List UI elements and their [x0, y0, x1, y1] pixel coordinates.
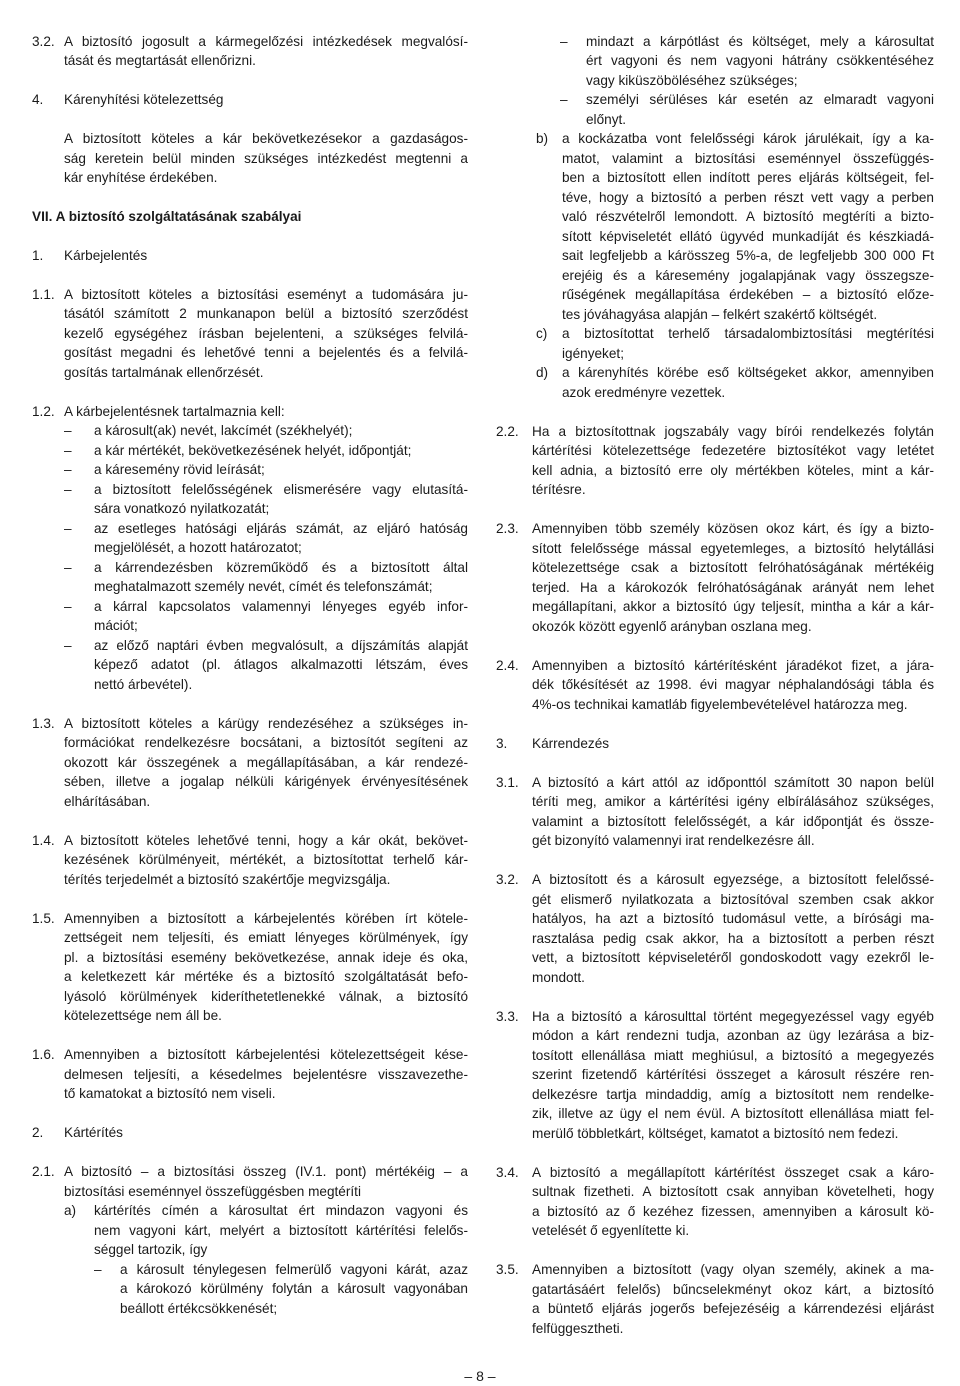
text-line: nettó árbevétel).	[94, 677, 193, 692]
section-number: 2.	[32, 1125, 44, 1140]
text-line: matot, valamint a biztosítási eseménnyel összefüggés-	[562, 151, 934, 166]
text-line: a keletkezett kár mértéke és a biztosító szolgáltatását befo-	[64, 969, 468, 984]
text-line: a károkozó körülmény folytán a károsult vagyonában	[120, 1281, 468, 1296]
chapter-heading: VII. A biztosító szolgáltatásának szabályai	[32, 209, 302, 224]
text-line: A biztosított köteles a kárügy rendezéséhez a szükséges in-	[64, 716, 468, 731]
text-line: térítésre.	[532, 482, 586, 497]
section-number: 1.1.	[32, 287, 55, 302]
text-line: mindazt a kárpótlást és költséget, mely a károsultat	[586, 34, 934, 49]
list-dash: –	[64, 560, 72, 575]
text-line: gosítás tartalmának ellenőrzését.	[64, 365, 264, 380]
text-line: az esetleges hatósági eljárás számát, az eljáró hatóság	[94, 521, 468, 536]
text-line: kezésének körülményeit, mértékét, a biztosítottat terhelő kár-	[64, 852, 468, 867]
text-line: Ha a biztosítottnak jogszabály vagy bírói rendelkezés folytán	[532, 424, 934, 439]
text-line: azok eredményre vezettek.	[562, 385, 726, 400]
text-line: A biztosító jogosult a kármegelőzési intézkedések megvalósí-	[64, 34, 468, 49]
text-line: előnyt.	[586, 112, 627, 127]
section-number: 3.4.	[496, 1165, 519, 1180]
text-line: ben a biztosított ellen indított peres eljárás költségeit, fel-	[562, 170, 934, 185]
text-line: szerint fizetendő kártérítési összeget a károsult részére ren-	[532, 1067, 934, 1082]
list-dash: –	[560, 92, 568, 107]
text-line: személyi sérüléses kár esetén az elmaradt vagyoni	[586, 92, 934, 107]
text-line: kártérítés címén a károsultat ért mindazon vagyoni és	[94, 1203, 468, 1218]
text-line: vett, a biztosított képviseletéről gondoskodott vagy ezekről le-	[532, 950, 934, 965]
text-line: rasztalása pedig csak akkor, ha a biztosított a perben részt	[532, 931, 934, 946]
section-number: 3.2.	[496, 872, 519, 887]
text-line: módon a kárt rendezni tudja, azonban az ügy lezárása a biz-	[532, 1028, 934, 1043]
page-number: – 8 –	[464, 1368, 496, 1384]
text-line: tásától számított 2 munkanapon belül a biztosító szerződést	[64, 306, 468, 321]
text-line: Kárrendezés	[532, 736, 610, 751]
text-line: ság keretein belül minden szükséges intézkedést megtenni a	[64, 151, 468, 166]
text-line: A biztosító a kárt attól az időponttól számított 30 napon belül	[532, 775, 934, 790]
list-dash: –	[64, 482, 72, 497]
list-dash: –	[64, 521, 72, 536]
text-line: igényeket;	[562, 346, 624, 361]
text-line: a károsult ténylegesen felmerülő vagyoni kárát, azaz	[120, 1262, 468, 1277]
text-line: vetelését ő egyenlítette ki.	[532, 1223, 690, 1238]
text-line: a kockázatba vont felelősségi károk járulékait, így a ka-	[562, 131, 934, 146]
text-line: téríti meg, amikor a kártérítési igény elbírálásához szükséges,	[532, 794, 934, 809]
text-line: a kárenyhítés körébe eső költségeket akkor, amennyiben	[562, 365, 934, 380]
text-line: pl. a biztosítási esemény bekövetkezése, annak ideje és oka,	[64, 950, 468, 965]
text-line: tását és megtartását ellenőrizni.	[64, 53, 256, 68]
text-line: séggel tartozik, így	[94, 1242, 208, 1257]
text-line: tő kamatokat a biztosító nem viseli.	[64, 1086, 276, 1101]
text-line: A kárbejelentésnek tartalmaznia kell:	[64, 404, 285, 419]
text-line: gatartásáért felelős) bűncselekményt okoz kárt, a biztosító	[532, 1282, 934, 1297]
text-line: valamint a biztosított felelősségét, a kár időpontját és össze-	[532, 814, 934, 829]
list-dash: –	[560, 34, 568, 49]
text-line: kötelezettsége nem áll be.	[64, 1008, 222, 1023]
text-line: gosítást megadni és lehetővé tenni a bejelentés és a felvilá-	[64, 345, 468, 360]
section-number: 2.1.	[32, 1164, 55, 1179]
text-line: terjed. Ha a károkozók felróhatóságának arányát nem lehet	[532, 580, 934, 595]
text-line: Amennyiben a biztosított (vagy olyan személy, akinek a ma-	[532, 1262, 934, 1277]
text-line: kár enyhítése érdekében.	[64, 170, 218, 185]
section-number: 4.	[32, 92, 44, 107]
text-line: az előző naptári évben megvalósult, a díjszámítás alapját	[94, 638, 468, 653]
text-line: sított képviseletét ellátó ügyvéd munkadíját és készkiadá-	[562, 229, 934, 244]
text-line: mondott.	[532, 970, 585, 985]
text-line: kötelezettsége csak a biztosított felróhatóságának mértékéig	[532, 560, 934, 575]
text-line: formációkat rendelkezésre bocsátani, a biztosítót segíteni az	[64, 735, 468, 750]
text-line: Ha a biztosító a károsulttal történt megegyezéssel vagy egyéb	[532, 1009, 934, 1024]
text-line: Amennyiben a biztosított kárbejelentési kötelezettségeit kése-	[64, 1047, 468, 1062]
text-line: lyásoló körülmények kideríthetetlenekké válnak, a biztosító	[64, 989, 468, 1004]
text-line: mációt;	[94, 618, 138, 633]
text-line: való részvételről lemondott. A biztosító megtéríti a bizto-	[562, 209, 934, 224]
section-number: 3.	[496, 736, 508, 751]
list-dash: –	[64, 443, 72, 458]
text-line: 4%-os technikai kamatláb figyelembevételével határozza meg.	[532, 697, 908, 712]
section-number: 3.1.	[496, 775, 519, 790]
text-line: gét bizonyító valamennyi irat rendelkezésre áll.	[532, 833, 815, 848]
list-dash: –	[64, 423, 72, 438]
section-number: 2.2.	[496, 424, 519, 439]
text-line: Kárbejelentés	[64, 248, 148, 263]
text-line: A biztosított köteles a biztosítási eseményt a tudomására ju-	[64, 287, 468, 302]
text-line: dék tőkésítését az 1998. évi magyar néphalandósági tábla és	[532, 677, 934, 692]
text-line: A biztosított köteles lehetővé tenni, hogy a kár okát, bekövet-	[64, 833, 468, 848]
text-line: delmesen teljesíti, a késedelmes bejelentésre visszavezethe-	[64, 1067, 468, 1082]
section-number: 1.2.	[32, 404, 55, 419]
text-line: a károsult(ak) nevét, lakcímét (székhelyét);	[94, 423, 353, 438]
text-line: biztosítási eseménnyel összefüggésben megtéríti	[64, 1184, 361, 1199]
text-line: sára vonatkozó nyilatkozatát;	[94, 501, 270, 516]
text-line: sultnak fizetheti. A biztosított csak annyiban követelheti, hogy	[532, 1184, 934, 1199]
list-dash: –	[94, 1262, 102, 1277]
text-line: kártérítési kötelezettsége fedezetére biztosítékot vagy letétet	[532, 443, 934, 458]
section-number: 1.3.	[32, 716, 55, 731]
text-line: tes jóváhagyása alapján – felkért szakértő költségét.	[562, 307, 878, 322]
text-line: a biztosított felelősségének elismerésére vagy elutasítá-	[94, 482, 468, 497]
text-line: a büntető eljárás jogerős befejezéséig a kárrendezési eljárást	[532, 1301, 934, 1316]
text-line: sében, illetve a jogalap nélküli kárigények érvényesítésének	[64, 774, 468, 789]
text-line: A biztosító – a biztosítási összeg (IV.1. pont) mértékéig – a	[64, 1164, 468, 1179]
list-dash: –	[64, 599, 72, 614]
text-line: a káresemény rövid leírását;	[94, 462, 265, 477]
text-line: hatályos, ha azt a biztosító tudomásul vette, a bírósági ma-	[532, 911, 934, 926]
text-line: merülő többletkárt, költséget, kamatot a biztosító nem fedezi.	[532, 1126, 899, 1141]
text-line: delkezésre tartja mindaddig, amíg a biztosított nem rendelke-	[532, 1087, 934, 1102]
text-line: képező adatot (pl. átlagos alkalmazotti létszám, éves	[94, 657, 468, 672]
text-line: Amennyiben több személy közösen okoz kárt, és így a bizto-	[532, 521, 934, 536]
text-line: a kárrendezésben közreműködő és a biztosított által	[94, 560, 468, 575]
section-number: 3.3.	[496, 1009, 519, 1024]
text-line: okozott kár összegének a megállapításában, a kár rendezé-	[64, 755, 468, 770]
section-number: 2.4.	[496, 658, 519, 673]
section-number: 3.2.	[32, 34, 55, 49]
section-number: 3.5.	[496, 1262, 519, 1277]
list-dash: –	[64, 638, 72, 653]
text-line: okozók között egyenlő arányban oszlana meg.	[532, 619, 812, 634]
text-line: Kártérítés	[64, 1125, 123, 1140]
text-line: ért vagyoni és nem vagyoni hátrány csökkentéséhez	[586, 53, 934, 68]
text-line: A biztosított köteles a kár bekövetkezésekor a gazdaságos-	[64, 131, 468, 146]
section-number: 1.5.	[32, 911, 55, 926]
section-number: a)	[64, 1203, 77, 1218]
section-number: c)	[536, 326, 548, 341]
text-line: zik, illetve az ügy el nem évül. A biztosított ellenállása miatt fel-	[532, 1106, 934, 1121]
text-line: beállott értékcsökkenését;	[120, 1301, 278, 1316]
text-line: zettségeit nem teljesíti, és emiatt lényeges körülmények, így	[64, 930, 468, 945]
text-line: Kárenyhítési kötelezettség	[64, 92, 224, 107]
text-line: rűségének megállapítása érdekében – a biztosító előze-	[562, 287, 934, 302]
text-line: felfüggesztheti.	[532, 1321, 624, 1336]
section-number: 1.	[32, 248, 44, 263]
text-line: A biztosított és a károsult egyezsége, a biztosított felelőssé-	[532, 872, 934, 887]
text-line: erejéig és a káresemény jogalapjának vagy összegsze-	[562, 268, 934, 283]
section-number: d)	[536, 365, 549, 380]
text-line: elhárításában.	[64, 794, 151, 809]
text-line: Amennyiben a biztosító kártérítésként járadékot fizet, a jára-	[532, 658, 934, 673]
text-line: téve, hogy a biztosító a perben részt vett vagy a perben	[562, 190, 934, 205]
list-dash: –	[64, 462, 72, 477]
text-line: sított felelőssége mással egyetemleges, a biztosító helytállási	[532, 541, 934, 556]
section-number: 1.4.	[32, 833, 55, 848]
text-line: Amennyiben a biztosított a kárbejelentés körében írt kötele-	[64, 911, 468, 926]
section-number: 1.6.	[32, 1047, 55, 1062]
text-line: meghatalmazott személy nevét, címét és telefonszámát;	[94, 579, 433, 594]
text-line: A biztosító a megállapított kártérítést összeget csak a káro-	[532, 1165, 934, 1180]
text-line: megjelölését, a hozott határozatot;	[94, 540, 302, 555]
text-line: a kárral kapcsolatos valamennyi lényeges egyéb infor-	[94, 599, 468, 614]
section-number: b)	[536, 131, 549, 146]
section-number: 2.3.	[496, 521, 519, 536]
text-line: tosított ellenállása miatt meghiúsul, a biztosító a megegyezés	[532, 1048, 934, 1063]
text-line: gét elismerő nyilatkozata a biztosítóval szemben csak akkor	[532, 892, 934, 907]
text-line: térítés terjedelmét a biztosító szakértője megvizsgálja.	[64, 872, 391, 887]
text-line: a kár mértékét, bekövetkezésének helyét, időpontját;	[94, 443, 412, 458]
text-line: a biztosítottat terhelő társadalombiztosítási megtérítési	[562, 326, 934, 341]
text-line: kell adnia, a biztosító erre oly mértékben köteles, mint a kár-	[532, 463, 934, 478]
text-line: kezelő egységéhez írásban bejelenteni, a szükséges felvilá-	[64, 326, 468, 341]
text-line: a biztosító az ő kezéhez fizessen, amennyiben a károsult kö-	[532, 1204, 934, 1219]
text-line: nem vagyoni kárt, melyért a biztosított kártérítési felelős-	[94, 1223, 468, 1238]
text-line: megállapítani, akkor a biztosító úgy teljesít, mintha a kár a kár-	[532, 599, 934, 614]
text-line: sait legfeljebb a kárösszeg 5%-a, de legfeljebb 300 000 Ft	[562, 248, 934, 263]
text-line: vagy kiküszöböléséhez szükséges;	[586, 73, 798, 88]
